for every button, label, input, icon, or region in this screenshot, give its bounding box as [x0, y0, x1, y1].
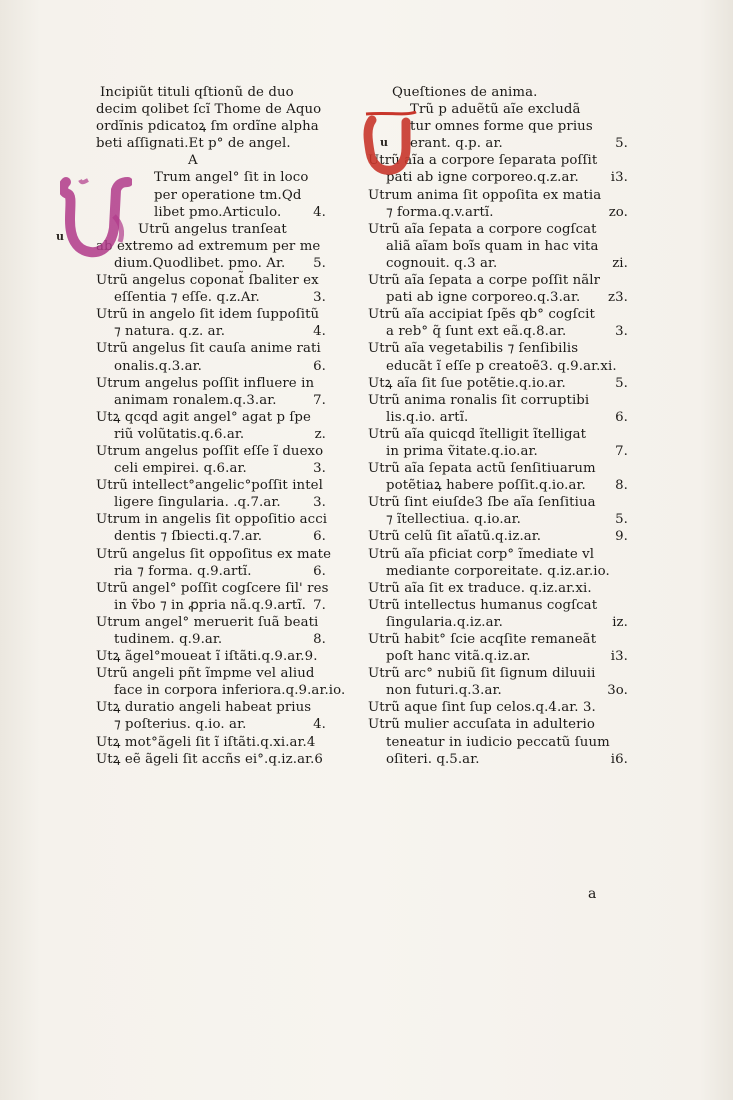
right-line-39: oſiteri. q.5.ar. i6. [386, 751, 628, 767]
right-line-20: Utrũ aĩa quicqd ĩtelligit ĩtelligat [368, 426, 587, 442]
right-line-0: Queſtiones de anima. [392, 85, 538, 100]
left-line-5: Trum angel° ſit in loco [154, 170, 309, 186]
left-line-27: Utrũ angelus ſit oppoſitus ex mate [96, 546, 332, 562]
left-line-37: ⁊ poſterius. q.io. ar. 4. [114, 717, 326, 733]
right-line-21: in prima ṽitate.q.io.ar. 7. [386, 443, 628, 459]
right-line-31: ſingularia.q.iz.ar. iz. [386, 614, 628, 630]
right-line-16: educãt ĩ eſſe p creatoẽ3. q.9.ar.xi. [386, 358, 617, 374]
left-line-33: Utꝝ ãgel°moueat ĩ iſtãti.q.9.ar.9. [96, 649, 318, 665]
right-line-28: mediante corporeitate. q.iz.ar.io. [386, 563, 610, 579]
left-line-11: Utrũ angelus coponat̃ ſbaliter ex [96, 273, 319, 289]
right-line-22: Utrũ aĩa ſepata actũ ſenſitiuarum [368, 461, 596, 477]
left-line-39: Utꝝ eẽ ãgeli ſit accñs ei°.q.iz.ar.6 [96, 751, 323, 767]
left-line-20: riũ volũtatis.q.6.ar. z. [114, 426, 326, 442]
left-decorated-initial [56, 176, 132, 260]
left-line-0: Incipiũt tituli qſtionũ de duo [100, 85, 294, 100]
right-line-30: Utrũ intellectus humanus cogſcat [368, 597, 598, 613]
right-line-3: erant. q.p. ar. 5. [410, 136, 628, 152]
left-line-24: ligere ſingularia. .q.7.ar. 3. [114, 495, 326, 511]
left-line-35: face in corpora inferiora.q.9.ar.io. [114, 683, 346, 699]
left-line-3: beti aſſignati.Et p° de angel. [96, 136, 291, 152]
right-line-34: Utrũ arc° nubiũ ſit ſignum diluuii [368, 666, 596, 682]
left-line-9: ab extremo ad extremum per me [96, 238, 321, 254]
right-line-29: Utrũ aĩa ſit ex traduce. q.iz.ar.xi. [368, 580, 592, 596]
left-initial-u-icon [60, 176, 132, 260]
left-line-31: Utrum angel° meruerit ſuã beati [96, 614, 319, 630]
right-line-32: Utrũ habit° ſcie acqſite remaneãt [368, 632, 597, 647]
right-decorated-initial [360, 110, 420, 176]
right-line-38: teneatur in iudicio peccatũ ſuum [386, 734, 610, 750]
right-initial-u-icon [360, 110, 420, 176]
right-column [368, 84, 628, 768]
right-line-24: Utrũ ſint eiuſde3 ſbe aĩa ſenſitiua [368, 495, 596, 511]
left-line-28: ria ⁊ forma. q.9.artĩ. 6. [114, 563, 326, 579]
left-line-29: Utrũ angel° poſſit cogſcere ſil' res [96, 580, 329, 596]
left-line-18: animam ronalem.q.3.ar. 7. [114, 392, 326, 408]
right-line-18: Utrũ anima ronalis ſit corruptibi [368, 392, 590, 408]
left-line-30: in ṽbo ⁊ in ꝓpria nã.q.9.artĩ. 7. [114, 597, 326, 613]
left-line-1: decim qolibet ſcĩ Thome de Aquo [96, 102, 322, 118]
left-line-16: onalis.q.3.ar. 6. [114, 358, 326, 374]
left-line-14: ⁊ natura. q.z. ar. 4. [114, 324, 326, 340]
right-line-35: non futuri.q.3.ar. 3o. [386, 683, 628, 699]
right-line-9: aliã aĩam boĩs quam in hac vita [386, 238, 599, 254]
right-line-2: tur omnes forme que prius [410, 119, 593, 135]
signature-mark: a [588, 886, 597, 902]
left-line-8: Utrũ angelus tranſeat [138, 221, 287, 237]
right-line-26: Utrũ celũ ſit aĩatũ.q.iz.ar. 9. [368, 529, 628, 545]
left-line-25: Utrum in angelis ſit oppoſitio acci [96, 512, 328, 528]
right-line-8: Utrũ aĩa ſepata a corpore cogſcat [368, 221, 597, 237]
right-line-5: pati ab igne corporeo.q.z.ar. i3. [386, 170, 628, 186]
right-line-25: ⁊ ĩtellectiua. q.io.ar. 5. [386, 512, 628, 528]
left-line-38: Utꝝ mot°ãgeli ſit ĩ iſtãti.q.xi.ar.4 [96, 734, 316, 750]
right-line-1: Trũ p aduẽtũ aĩe excludã [410, 102, 581, 118]
left-guide-letter: u [56, 230, 64, 243]
right-line-6: Utrum anima ſit oppoſita ex matia [368, 187, 602, 203]
left-line-13: Utrũ in angelo ſit idem ſuppoſitũ [96, 307, 320, 323]
right-line-12: pati ab igne corporeo.q.3.ar. z3. [386, 290, 628, 306]
right-line-10: cognouit. q.3 ar. zi. [386, 255, 628, 271]
right-line-17: Utꝝ aĩa ſit ſue potẽtie.q.io.ar. 5. [368, 375, 628, 391]
left-line-2: ordĩnis pdicatoꝝ ſm ordĩne alpha [96, 119, 319, 135]
left-line-4: A [188, 153, 198, 169]
left-line-21: Utrum angelus poſſit eſſe ĩ duexo [96, 443, 324, 459]
right-line-37: Utrũ mulier accuſata in adulterio [368, 717, 595, 733]
right-line-4: Utrũ aĩa a corpore ſeparata poſſit [368, 153, 598, 169]
right-line-27: Utrũ aĩa pficiat corp° ĩmediate vl [368, 546, 595, 562]
left-line-23: Utrũ intellect°angelic°poſſit intel [96, 478, 323, 494]
left-line-32: tudinem. q.9.ar. 8. [114, 632, 326, 647]
left-line-17: Utrum angelus poſſit influere in [96, 375, 315, 391]
right-guide-letter: u [380, 136, 388, 149]
left-line-19: Utꝝ qcqd agit angel° agat p ſpe [96, 409, 312, 425]
right-line-13: Utrũ aĩa accipiat ſpẽs qb° cogſcit [368, 307, 595, 323]
right-line-7: ⁊ forma.q.v.artĩ. zo. [386, 204, 628, 220]
left-line-10: dium.Quodlibet. pmo. Ar. 5. [114, 255, 326, 271]
left-line-36: Utꝝ duratio angeli habeat prius [96, 700, 312, 716]
right-line-11: Utrũ aĩa ſepata a corpe poſſit nãlr [368, 273, 601, 289]
right-line-36: Utrũ aque ſint ſup celos.q.4.ar. 3. [368, 700, 596, 716]
left-line-15: Utrũ angelus ſit cauſa anime rati [96, 341, 321, 357]
left-line-7: libet pmo.Articulo. 4. [154, 204, 326, 220]
left-line-22: celi empirei. q.6.ar. 3. [114, 461, 326, 477]
left-line-12: eſſentia ⁊ eſſe. q.z.Ar. 3. [114, 290, 326, 306]
right-line-15: Utrũ aĩa vegetabilis ⁊ ſenſibilis [368, 341, 579, 357]
left-line-6: per operatione tm.Qd [154, 187, 302, 203]
right-line-14: a reb° q̃ ſunt ext eã.q.8.ar. 3. [386, 324, 628, 340]
right-line-23: potẽtiaꝝ habere poſſit.q.io.ar. 8. [386, 478, 628, 494]
right-line-19: lis.q.io. artĩ. 6. [386, 409, 628, 425]
right-line-33: poſt hanc vitã.q.iz.ar. i3. [386, 649, 628, 665]
left-line-34: Utrũ angeli pñt ĩmpme vel aliud [96, 666, 315, 682]
left-line-26: dentis ⁊ ſbiecti.q.7.ar. 6. [114, 529, 326, 545]
